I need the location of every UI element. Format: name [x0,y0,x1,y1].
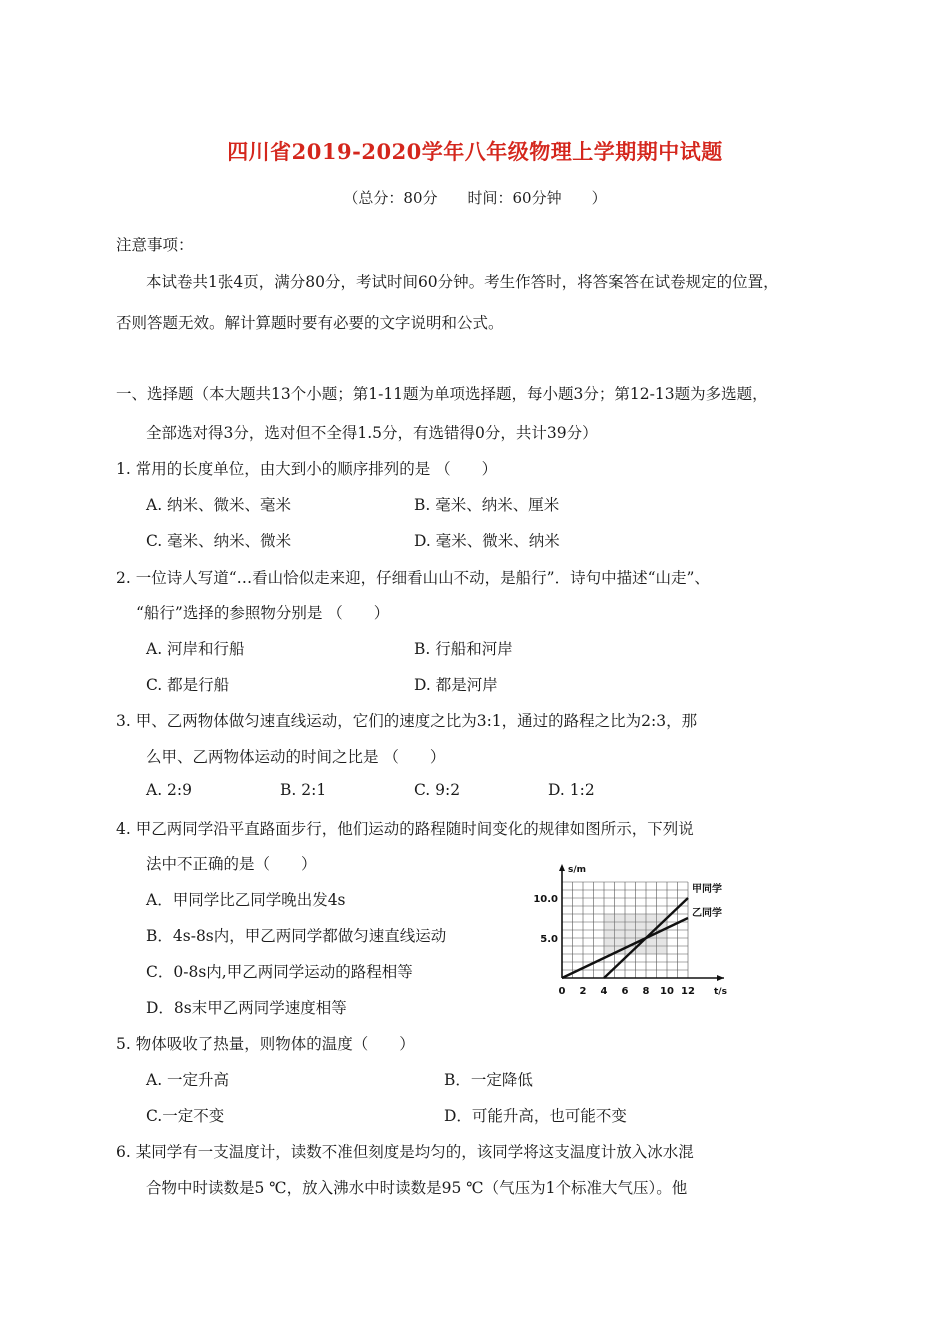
question-2-option-b: B. 行船和河岸 [414,640,513,658]
question-1-option-b: B. 毫米、纳米、厘米 [414,496,560,514]
x-axis-label: t/s [714,987,727,996]
y-tick-label: 5.0 [540,934,558,945]
page-title: 四川省2019-2020学年八年级物理上学期期中试题 [227,139,723,164]
question-2-option-d: D. 都是河岸 [414,676,498,694]
question-1-stem: 1. 常用的长度单位，由大到小的顺序排列的是 （ ） [116,460,498,478]
question-4-option-b: B．4s-8s内，甲乙两同学都做匀速直线运动 [146,927,447,945]
y-axis-arrow [559,864,565,871]
question-2-stem-cont: “船行”选择的参照物分别是 （ ） [136,604,390,622]
graph-canvas [518,860,743,996]
x-tick-label: 4 [600,986,608,996]
question-3-option-b: B. 2:1 [280,781,327,799]
question-2-option-a: A. 河岸和行船 [146,640,245,658]
section-heading: 一、选择题（本大题共13个小题；第1-11题为单项选择题，每小题3分；第12-13题为多选题， [116,385,768,403]
legend-jia: 甲同学 [692,884,722,895]
question-4-option-c: C．0-8s内,甲乙两同学运动的路程相等 [146,963,413,981]
question-3-stem-cont: 么甲、乙两物体运动的时间之比是 （ ） [146,748,446,766]
question-4-option-a: A．甲同学比乙同学晚出发4s [146,891,346,909]
question-3-option-d: D. 1:2 [548,781,595,799]
question-6-stem: 6. 某同学有一支温度计，读数不准但刻度是均匀的，该同学将这支温度计放入冰水混 [116,1143,694,1161]
x-tick-label: 12 [681,986,695,996]
question-3-option-a: A. 2:9 [146,781,192,799]
question-6-stem-cont: 合物中时读数是5 ℃，放入沸水中时读数是95 ℃（气压为1个标准大气压）。他 [146,1179,688,1197]
graph-grid [562,882,688,978]
question-1-option-a: A. 纳米、微米、毫米 [146,496,292,514]
notice-line-1: 本试卷共1张4页，满分80分，考试时间60分钟。考生作答时，将答案答在试卷规定的位置， [146,273,779,291]
question-5-option-a: A. 一定升高 [146,1071,230,1089]
legend-yi: 乙同学 [692,908,722,919]
x-tick-label: 8 [642,986,650,996]
exam-info: （总分：80分 时间：60分钟 ） [343,189,607,207]
section-heading-cont: 全部选对得3分，选对但不全得1.5分，有选错得0分，共计39分） [146,424,598,442]
question-4-stem: 4. 甲乙两同学沿平直路面步行，他们运动的路程随时间变化的规律如图所示，下列说 [116,820,694,838]
notice-heading: 注意事项： [116,236,194,254]
question-4-stem-cont: 法中不正确的是（ ） [146,855,317,873]
question-2-option-c: C. 都是行船 [146,676,230,694]
question-5-option-c: C.一定不变 [146,1107,225,1125]
question-3-stem: 3. 甲、乙两物体做匀速直线运动，它们的速度之比为3:1，通过的路程之比为2:3，那 [116,712,698,730]
question-5-stem: 5. 物体吸收了热量，则物体的温度（ ） [116,1035,415,1053]
x-axis-arrow [717,975,724,981]
question-5-option-d: D．可能升高，也可能不变 [444,1107,627,1125]
question-2-stem: 2. 一位诗人写道“…看山恰似走来迎，仔细看山山不动，是船行”．诗句中描述“山走”、 [116,569,710,587]
notice-line-2: 否则答题无效。解计算题时要有必要的文字说明和公式。 [116,314,504,332]
y-tick-label: 10.0 [533,894,558,905]
question-1-option-d: D. 毫米、微米、纳米 [414,532,560,550]
question-1-option-c: C. 毫米、纳米、微米 [146,532,292,550]
x-tick-label: 2 [579,986,587,996]
x-tick-label: 0 [558,986,566,996]
distance-time-graph [518,860,743,996]
y-axis-label: s/m [568,865,587,875]
x-tick-label: 10 [660,986,674,996]
x-tick-label: 6 [621,986,629,996]
question-3-option-c: C. 9:2 [414,781,461,799]
question-5-option-b: B．一定降低 [444,1071,533,1089]
question-4-option-d: D．8s末甲乙两同学速度相等 [146,999,347,1017]
